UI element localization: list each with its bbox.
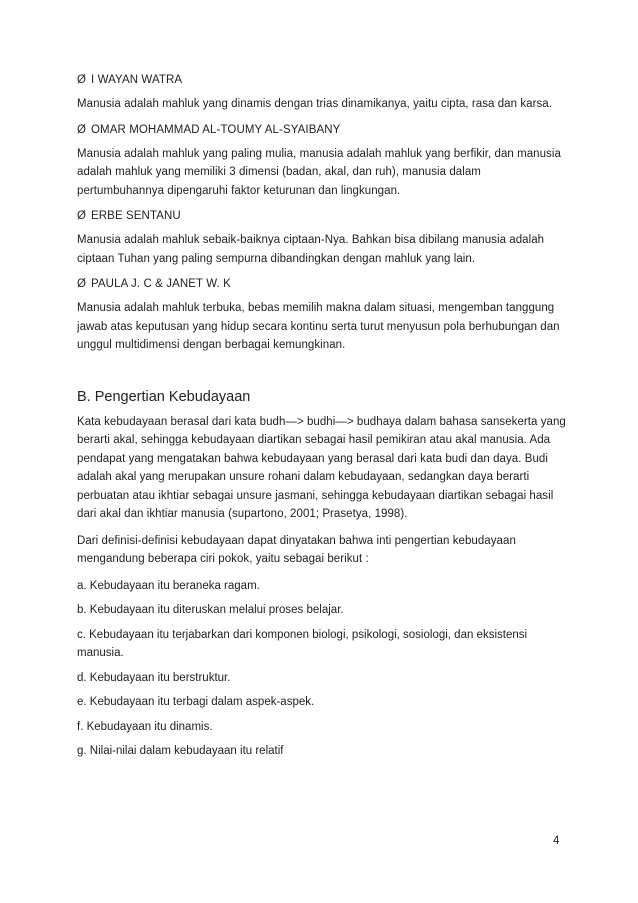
- author-heading: [77, 276, 567, 292]
- list-item: e. Kebudayaan itu terbagi dalam aspek-aspek.: [77, 696, 315, 708]
- bullet-symbol: Ø: [77, 123, 87, 136]
- list-item: a. Kebudayaan itu beraneka ragam.: [77, 579, 260, 592]
- body-paragraph: Kata kebudayaan berasal dari kata budh—> budhi—> budhaya dalam bahasa sansekerta yang berarti akal, sehingga kebudayaan diartikan sebagai hasil pemikiran atau akal manusia. Ada pendapat yang mengatakan bahwa kebudayaan yang berasal dari kata budi dan daya. Budi adalah akal yang merupakan unsure rohani dalam kebudayaan, sedangkan daya berarti perbuatan atau ikhtiar sebagai unsure jasmani, sehingga kebudayaan diartikan sebagai hasil dari akal dan ikhtiar manusia (supartono, 2001; Prasetya, 1998).: [77, 415, 566, 520]
- definition-paragraph: Manusia adalah mahluk yang paling mulia, manusia adalah mahluk yang berfikir, dan manusia adalah mahluk yang memiliki 3 dimensi (badan, akal, dan ruh), manusia dalam pertumbuhannya dipengaruhi faktor keturunan dan lingkungan.: [77, 147, 561, 197]
- author-heading: [77, 208, 567, 224]
- page-content: [77, 72, 567, 767]
- bullet-symbol: Ø: [77, 210, 87, 222]
- definition-paragraph: Manusia adalah mahluk sebaik-baiknya ciptaan-Nya. Bahkan bisa dibilang manusia adalah ciptaan Tuhan yang paling sempurna dibandingkan dengan mahluk yang lain.: [77, 234, 545, 265]
- definition-paragraph: Manusia adalah mahluk terbuka, bebas memilih makna dalam situasi, mengemban tanggung jawab atas keputusan yang hidup secara kontinu serta turut menyusun pola berhubungan dan unggul multidimensi dengan berbagai kemungkinan.: [77, 302, 560, 351]
- author-name: OMAR MOHAMMAD AL-TOUMY AL-SYAIBANY: [91, 123, 341, 136]
- bullet-symbol: Ø: [77, 278, 87, 290]
- author-heading: [77, 72, 567, 88]
- list-item: c. Kebudayaan itu terjabarkan dari komponen biologi, psikologi, sosiologi, dan eksistensi manusia.: [77, 628, 528, 659]
- page-number: 4: [553, 835, 560, 847]
- body-paragraph: Dari definisi-definisi kebudayaan dapat dinyatakan bahwa inti pengertian kebudayaan mengandung beberapa ciri pokok, yaitu sebagai berikut :: [77, 534, 516, 565]
- bullet-symbol: Ø: [77, 74, 87, 86]
- section-heading: B. Pengertian Kebudayaan: [77, 388, 251, 405]
- author-name: PAULA J. C & JANET W. K: [91, 278, 231, 290]
- list-item: g. Nilai-nilai dalam kebudayaan itu relatif: [77, 745, 284, 757]
- author-heading: [77, 122, 567, 138]
- author-name: ERBE SENTANU: [91, 210, 181, 222]
- list-item: d. Kebudayaan itu berstruktur.: [77, 671, 231, 684]
- list-item: b. Kebudayaan itu diteruskan melalui proses belajar.: [77, 604, 344, 616]
- author-name: I WAYAN WATRA: [91, 74, 183, 86]
- list-item: f. Kebudayaan itu dinamis.: [77, 720, 213, 733]
- definition-paragraph: Manusia adalah mahluk yang dinamis dengan trias dinamikanya, yaitu cipta, rasa dan karsa.: [77, 98, 552, 110]
